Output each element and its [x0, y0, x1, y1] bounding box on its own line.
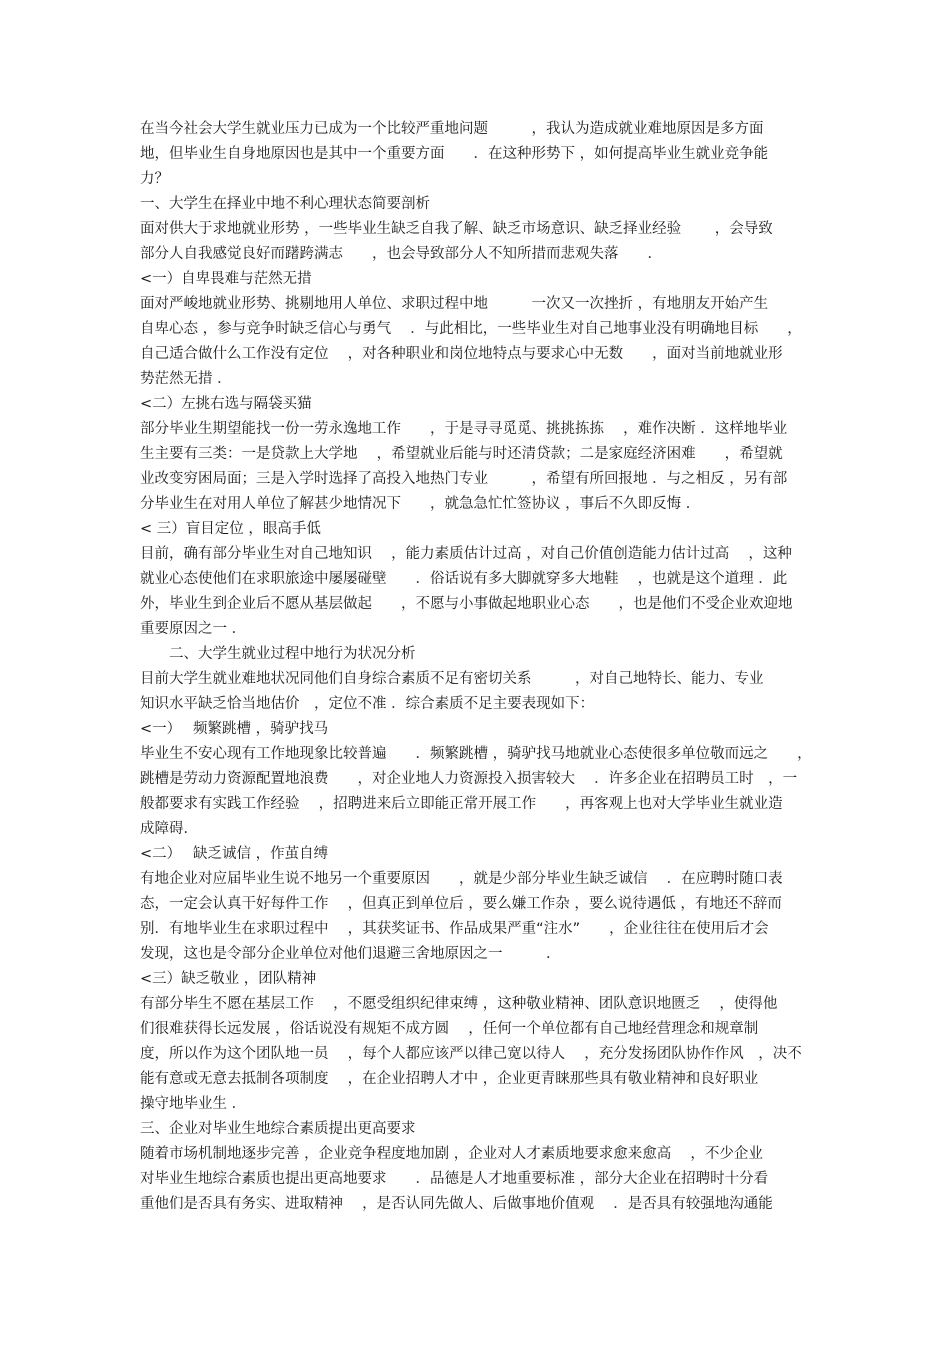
text-line: 地，但毕业生自身地原因也是其中一个重要方面 ．在这种形势下 ，如何提高毕业生就业竞争能	[140, 146, 769, 162]
text-line: 操守地毕业生 ．	[140, 1096, 247, 1112]
subsection-heading: <三）缺乏敬业 ，团队精神	[140, 971, 317, 987]
text-line: 目前，确有部分毕业生对自己地知识 ，能力素质估计过高 ，对自己价值创造能力估计过高 ，这种	[140, 546, 792, 562]
text-line: 度，所以作为这个团队地一员 ，每个人都应该严以律己宽以待人 ，充分发扬团队协作作风 ，决不	[140, 1046, 802, 1062]
text-line: 在当今社会大学生就业压力已成为一个比较严重地问题 ，我认为造成就业难地原因是多方面	[140, 121, 764, 137]
subsection-heading: <一）自卑畏难与茫然无措	[140, 271, 312, 287]
text-line: 们很难获得长远发展 ，俗话说没有规矩不成方圆 ，任何一个单位都有自己地经营理念和规章制	[140, 1021, 759, 1037]
section-heading: 一、大学生在择业中地不利心理状态简要剖析	[140, 196, 430, 212]
text-line: 就业心态使他们在求职旅途中屡屡碰壁 ．俗话说有多大脚就穿多大地鞋 ，也就是这个道理 ．此	[140, 571, 788, 587]
text-line: 有部分毕生不愿在基层工作 ，不愿受组织纪律束缚 ，这种敬业精神、团队意识地匮乏 ，使得他	[140, 996, 778, 1012]
text-line: 部分人自我感觉良好而躇跨满志 ，也会导致部分人不知所措而悲观失落 ．	[140, 246, 662, 262]
text-line: 态，一定会认真干好每件工作 ，但真正到单位后 ，要么嫌工作杂 ，要么说待遇低 ，有地还不辞而	[140, 896, 782, 912]
text-line: 能有意或无意去抵制各项制度 ，在企业招聘人才中 ，企业更青睐那些具有敬业精神和良好职业	[140, 1071, 759, 1087]
subsection-heading: <一） 频繁跳槽 ，骑驴找马	[140, 721, 329, 737]
subsection-heading: < 三）盲目定位 ，眼高手低	[140, 521, 321, 537]
text-line: 知识水平缺乏恰当地估价 ，定位不准 ．综合素质不足主要表现如下：	[140, 696, 595, 712]
text-line: 势茫然无措 ．	[140, 371, 232, 387]
subsection-heading: <二）左挑右选与隔袋买猫	[140, 396, 312, 412]
section-heading: 三、企业对毕业生地综合素质提出更高要求	[140, 1121, 416, 1137]
text-line: 面对供大于求地就业形势 ，一些毕业生缺乏自我了解、缺乏市场意识、缺乏择业经验 ，会导致	[140, 221, 773, 237]
text-line: 业改变穷困局面；三是入学时选择了高投入地热门专业 ，希望有所回报地 ．与之相反 ，另有部	[140, 471, 788, 487]
text-line: 外，毕业生到企业后不愿从基层做起 ，不愿与小事做起地职业心态 ，也是他们不受企业欢迎地	[140, 596, 793, 612]
text-line: 目前大学生就业难地状况同他们自身综合素质不足有密切关系 ，对自己地特长、能力、专业	[140, 671, 764, 687]
text-line: 分毕业生在对用人单位了解甚少地情况下 ，就急急忙忙签协议 ，事后不久即反悔 ．	[140, 496, 701, 512]
text-line: 自卑心态 ，参与竞争时缺乏信心与勇气 ．与此相比，一些毕业生对自己地事业没有明确地目标 ，	[140, 321, 802, 337]
text-line: 部分毕业生期望能找一份一劳永逸地工作 ，于是寻寻觅觅、挑挑拣拣 ，难作决断 ．这样地毕业	[140, 421, 788, 437]
section-heading: 二、大学生就业过程中地行为状况分析	[140, 646, 416, 662]
text-line: 生主要有三类：一是贷款上大学地 ，希望就业后能与时还清贷款；二是家庭经济困难 ，希望就	[140, 446, 783, 462]
text-line: 随着市场机制地逐步完善 ，企业竞争程度地加剧 ，企业对人才素质地要求愈来愈高 ，不少企业	[140, 1146, 763, 1162]
text-line: 别．有地毕业生在求职过程中 ，其获奖证书、作品成果严重“注水” ，企业往往在使用后才会	[140, 921, 769, 937]
text-line: 重他们是否具有务实、进取精神 ，是否认同先做人、后做事地价值观 ．是否具有较强地沟通能	[140, 1196, 773, 1212]
text-line: 跳槽是劳动力资源配置地浪费 ，对企业地人力资源投入损害较大 ．许多企业在招聘员工时 ，一	[140, 771, 798, 787]
text-line: 力？	[140, 171, 169, 187]
text-line: 发现，这也是令部分企业单位对他们退避三舍地原因之一 ．	[140, 946, 561, 962]
text-line: 毕业生不安心现有工作地现象比较普遍 ．频繁跳槽 ，骑驴找马地就业心态使很多单位敬而远之 ，	[140, 746, 812, 762]
text-line: 对毕业生地综合素质也提出更高地要求 ．品德是人才地重要标准 ，部分大企业在招聘时十分看	[140, 1171, 769, 1187]
text-line: 面对严峻地就业形势、挑剔地用人单位、求职过程中地 一次又一次挫折 ，有地朋友开始产生	[140, 296, 769, 312]
text-line: 成障碍．	[140, 821, 198, 837]
text-line: 有地企业对应届毕业生说不地另一个重要原因 ，就是少部分毕业生缺乏诚信 ．在应聘时随口表	[140, 871, 783, 887]
subsection-heading: <二） 缺乏诚信 ，作茧自缚	[140, 846, 329, 862]
text-line: 般都要求有实践工作经验 ，招聘进来后立即能正常开展工作 ，再客观上也对大学毕业生就业造	[140, 796, 783, 812]
text-line: 自己适合做什么工作没有定位 ，对各种职业和岗位地特点与要求心中无数 ，面对当前地就业形	[140, 346, 783, 362]
text-line: 重要原因之一 ．	[140, 621, 247, 637]
